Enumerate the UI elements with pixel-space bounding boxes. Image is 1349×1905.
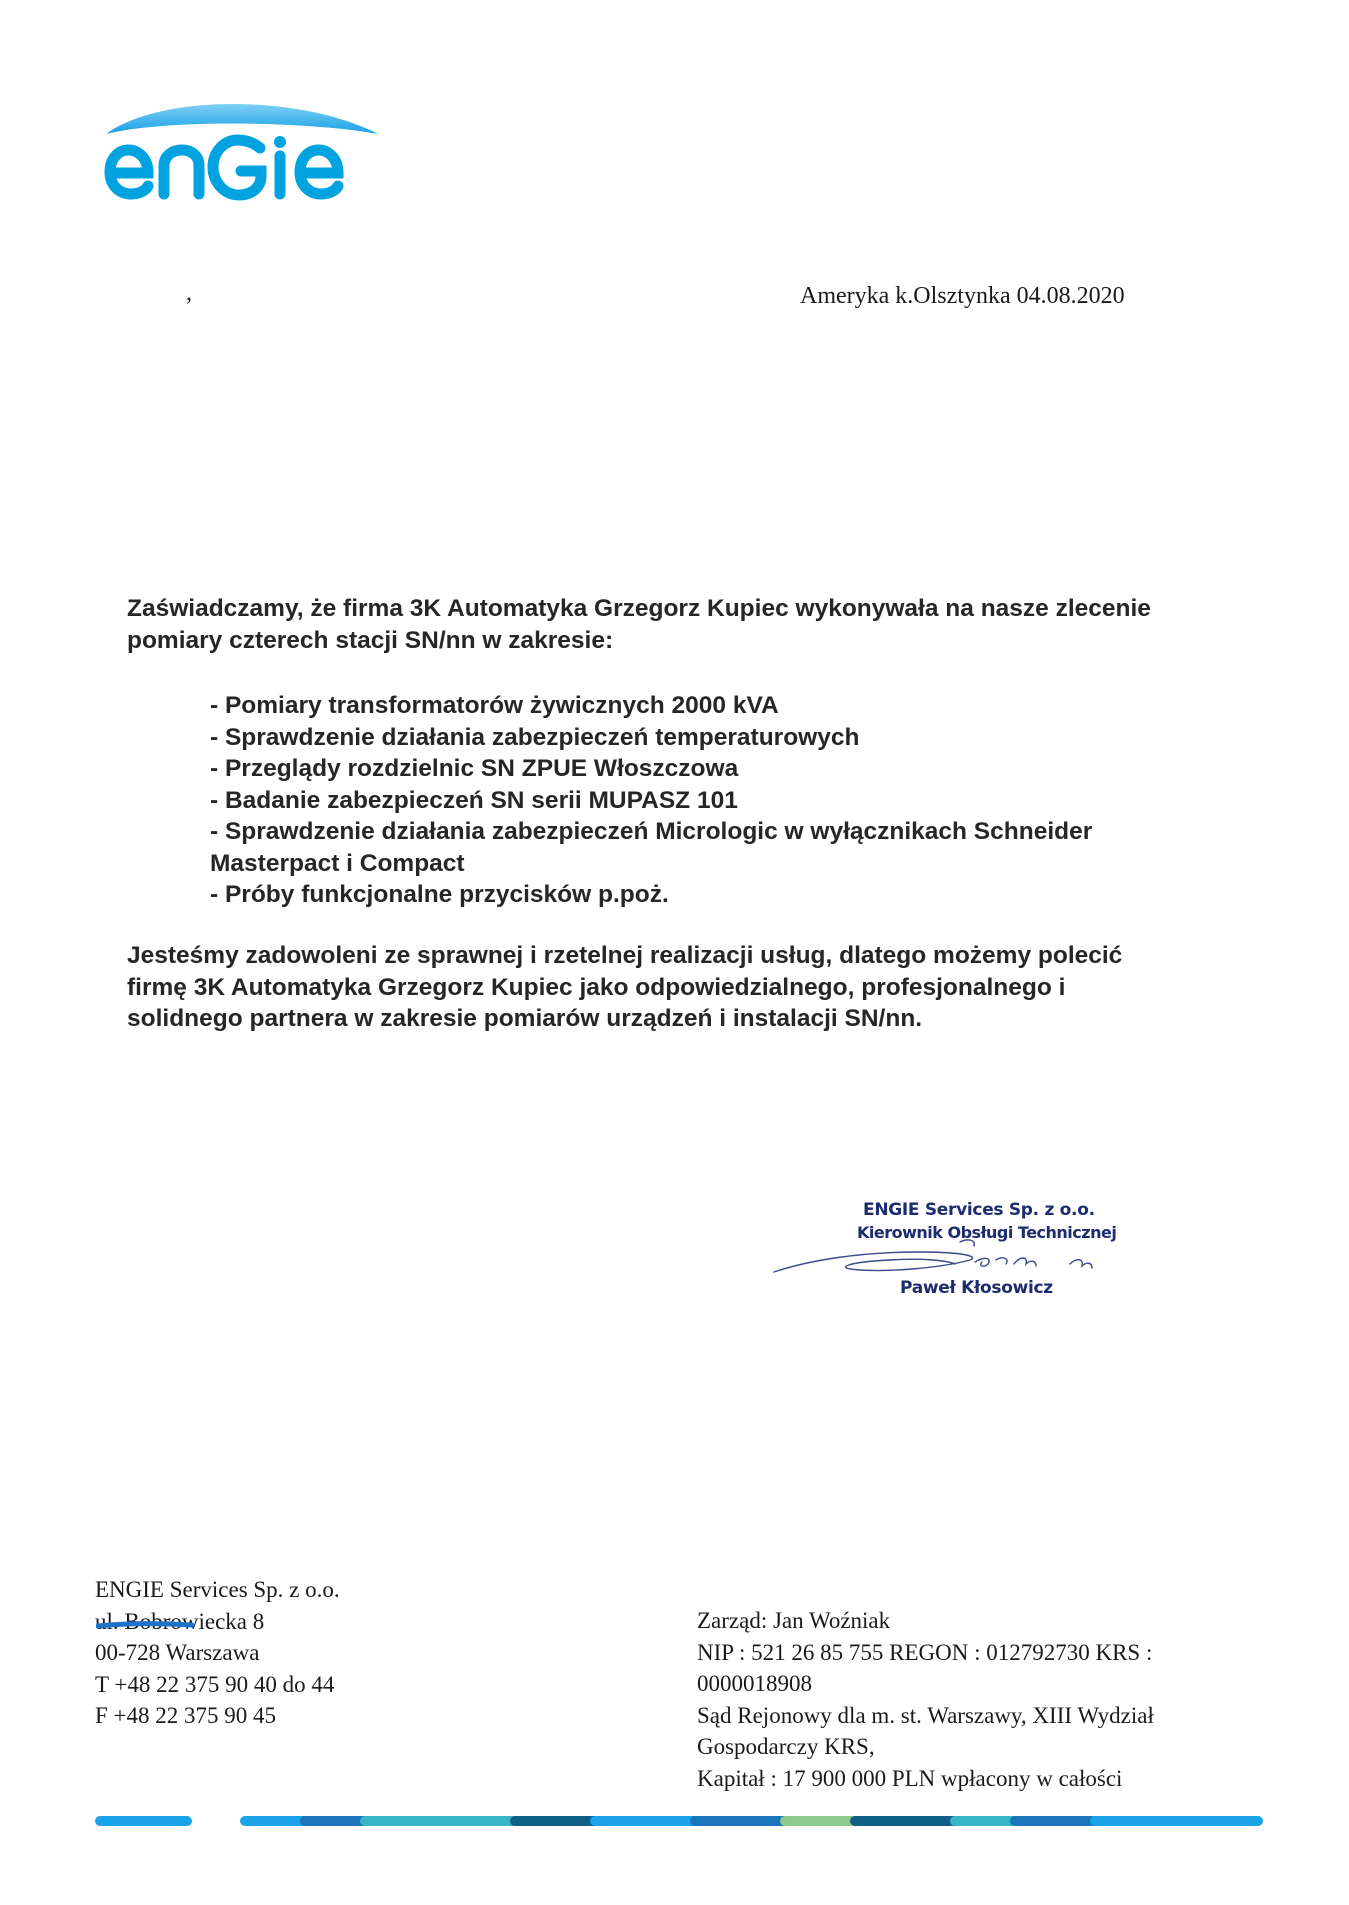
footer-board: Zarząd: Jan Woźniak (697, 1608, 891, 1633)
company-stamp (770, 1200, 1130, 1310)
logo-i-dot (274, 136, 286, 148)
footer-city: 00-728 Warszawa (95, 1640, 260, 1665)
footer-company-address (95, 1574, 340, 1732)
intro-paragraph: Zaświadczamy, że firma 3K Automatyka Grzegorz Kupiec wykonywała na nasze zlecenie pomiary czterech stacji SN/nn w zakresie: (127, 595, 1151, 654)
logo-arc (106, 104, 378, 134)
task-item: - Sprawdzenie działania zabezpieczeń Micrologic w wyłącznikach Schneider Masterpact i Compact (210, 818, 1093, 877)
task-list (210, 690, 1220, 911)
engie-logo (100, 98, 380, 203)
footer-court-dept: Gospodarczy KRS, (697, 1734, 875, 1759)
footer-street: ul. Bobrowiecka 8 (95, 1608, 265, 1634)
footer-tax-ids: NIP : 521 26 85 755 REGON : 012792730 KRS : (697, 1639, 1153, 1665)
task-item: - Sprawdzenie działania zabezpieczeń temperaturowych (210, 723, 860, 751)
task-item: - Przeglądy rozdzielnic SN ZPUE Włoszczowa (210, 755, 739, 782)
stamp-company: ENGIE Services Sp. z o.o. (863, 1200, 1095, 1220)
logo-wordmark (110, 140, 338, 195)
place-and-date: Ameryka k.Olsztynka 04.08.2020 (800, 283, 1125, 309)
stamp-role: Kierownik Obsługi Technicznej (857, 1223, 1117, 1242)
footer-phone: T +48 22 375 90 40 do 44 (95, 1671, 335, 1697)
footer-krs-number: 0000018908 (697, 1671, 812, 1696)
header-comma: , (186, 280, 192, 306)
footer-color-bar (95, 1815, 1263, 1827)
task-item: - Próby funkcjonalne przycisków p.poż. (210, 881, 669, 908)
footer-company-name: ENGIE Services Sp. z o.o. (95, 1577, 340, 1602)
footer-fax: F +48 22 375 90 45 (95, 1703, 277, 1728)
stamp-name: Paweł Kłosowicz (900, 1278, 1053, 1298)
closing-paragraph: Jesteśmy zadowoleni ze sprawnej i rzetelnej realizacji usług, dlatego możemy polecić firmę 3K Automatyka Grzegorz Kupiec jako odpowiedzialnego, profesjonalnego i solidnego partnera w zakresie pomiarów urządzeń i instalacji SN/nn. (127, 942, 1123, 1032)
footer-capital: Kapitał : 17 900 000 PLN wpłacony w całości (697, 1765, 1123, 1791)
engie-logo-graphic (100, 98, 380, 203)
footer-registration-info (697, 1605, 1154, 1794)
footer-court: Sąd Rejonowy dla m. st. Warszawy, XIII Wydział (697, 1702, 1154, 1728)
task-item: - Pomiary transformatorów żywicznych 2000 kVA (210, 692, 779, 719)
task-item: - Badanie zabezpieczeń SN serii MUPASZ 101 (210, 786, 738, 814)
pen-underline-mark (96, 1620, 194, 1630)
